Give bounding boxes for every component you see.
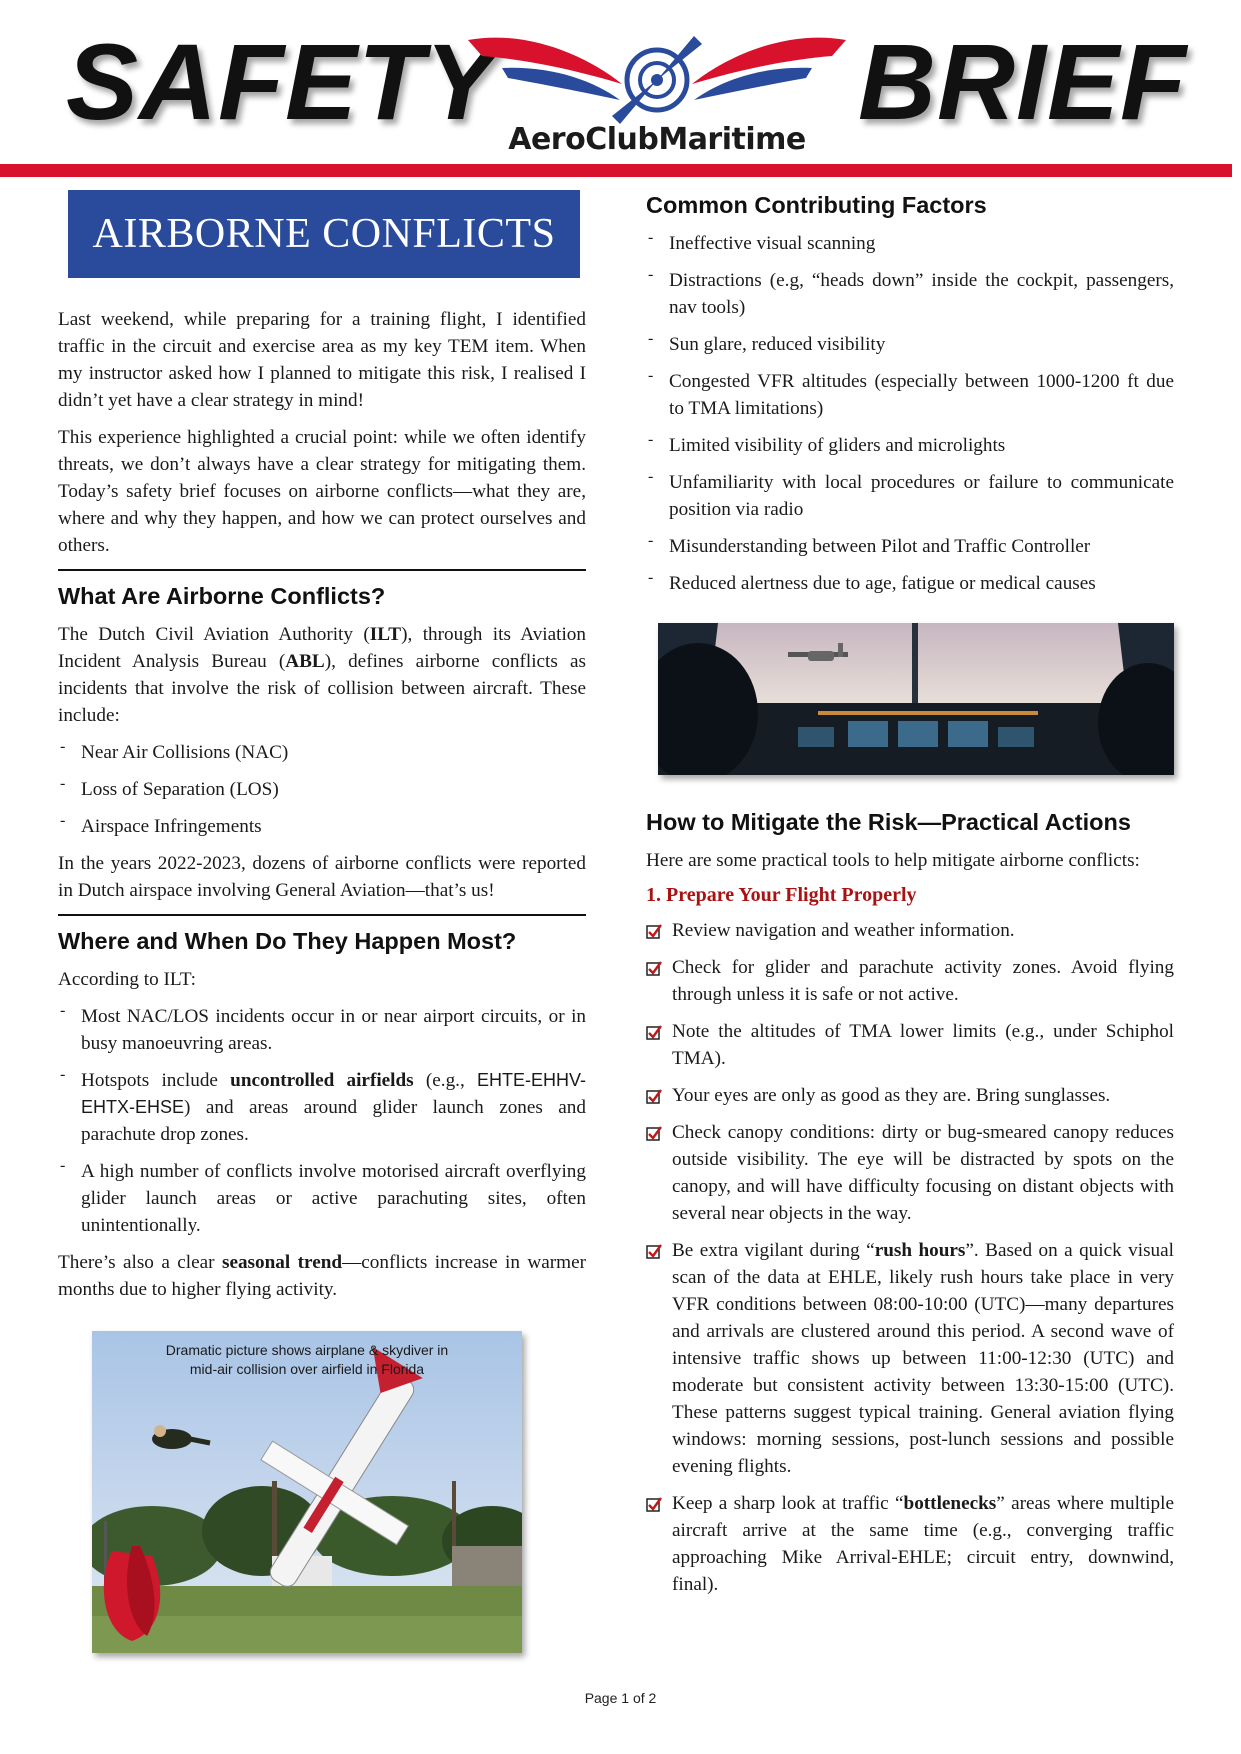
airplane-skydiver-image [92,1331,522,1653]
checklist-item: Keep a sharp look at traffic “bottlenecks” areas where multiple aircraft arrive at the same time (e.g., converging traffic approaching Mike Arrival-EHLE; circuit entry, downwind, final). [646,1490,1174,1598]
hotspots-list [58,1003,586,1239]
checklist-item: Your eyes are only as good as they are. Bring sunglasses. [646,1082,1174,1109]
header-red-divider [0,164,1232,177]
list-item: - Hotspots include uncontrolled airfields (e.g., EHTE-EHHV-EHTX-EHSE) and areas around glider launch zones and parachute drop zones. [60,1066,586,1145]
photo-caption: Dramatic picture shows airplane & skydiver in mid-air collision over airfield in Florida [165,1342,449,1377]
logo-wordmark: AeroClubMaritime [508,122,806,157]
mitigate-intro: Here are some practical tools to help mitigate airborne conflicts: [646,850,1140,871]
intro-paragraph-1: Last weekend, while preparing for a training flight, I identified traffic in the circuit and exercise area as my key TEM item. When my instructor asked how I planned to mitigate this risk, I realised I didn’t yet have a clear strategy in mind! [58,309,586,411]
section-what [58,569,586,904]
right-column [646,190,1174,1608]
header-word-safety: SAFETY [66,21,499,142]
checkbox-tick-icon [646,1024,663,1041]
intro-paragraph-2: This experience highlighted a crucial point: while we often identify threats, we don’t always have a clear strategy for mitigating them. Today’s safety brief focuses on airborne conflicts—what they are, where and why they happen, and how we can protect ourselves and others. [58,427,586,556]
section-prepare-flight: 1. Prepare Your Flight Properly [646,884,917,906]
list-item: - Near Air Collisions (NAC) [60,738,289,763]
list-item: - Congested VFR altitudes (especially between 1000-1200 ft due to TMA limitations) [648,367,1174,419]
seasonal-trend: There’s also a clear seasonal trend—conflicts increase in warmer months due to higher flying activity. [58,1252,587,1300]
heading-what-are-conflicts: What Are Airborne Conflicts? [58,583,386,609]
list-item: - Limited visibility of gliders and microlights [648,431,1006,456]
checklist-item: Note the altitudes of TMA lower limits (e.g., under Schiphol TMA). [646,1018,1174,1072]
what-closing: In the years 2022-2023, dozens of airborne conflicts were reported in Dutch airspace involving General Aviation—that’s us! [58,853,586,901]
checkbox-tick-icon [646,1496,663,1513]
checklist-item: Check for glider and parachute activity zones. Avoid flying through unless it is safe or not active. [646,954,1174,1008]
left-column [58,190,586,1653]
list-item: - Most NAC/LOS incidents occur in or near airport circuits, or in busy manoeuvring areas. [60,1002,586,1054]
conflict-types-list [58,739,586,840]
page-number: Page 1 of 2 [584,1690,657,1706]
section-where [58,914,586,1303]
page-header [0,0,1241,180]
checkbox-tick-icon [646,1243,663,1260]
header-word-brief: BRIEF [858,21,1187,142]
where-intro: According to ILT: [58,969,196,990]
list-item: - Misunderstanding between Pilot and Traffic Controller [648,532,1091,557]
list-item: - Loss of Separation (LOS) [60,775,279,800]
heading-contributing-factors: Common Contributing Factors [646,192,987,218]
checkbox-tick-icon [646,1125,663,1142]
checklist-item: Review navigation and weather information. [646,917,1174,944]
heading-where-when: Where and When Do They Happen Most? [58,928,517,954]
checkbox-tick-icon [646,1088,663,1105]
factors-list [646,230,1174,597]
list-item: - A high number of conflicts involve motorised aircraft overflying glider launch areas or active parachuting sites, often unintentionally. [60,1157,586,1236]
article-title: AIRBORNE CONFLICTS [68,190,580,278]
what-definition: The Dutch Civil Aviation Authority (ILT), through its Aviation Incident Analysis Bureau (ABL), defines airborne conflicts as incidents that involve the risk of collision between aircraft. These include: [58,624,586,726]
list-item: - Unfamiliarity with local procedures or failure to communicate position via radio [648,468,1174,520]
list-item: - Airspace Infringements [60,812,262,837]
checkbox-tick-icon [646,960,663,977]
list-item: - Ineffective visual scanning [648,229,876,254]
checklist-item: Check canopy conditions: dirty or bug-smeared canopy reduces outside visibility. The eye will be distracted by spots on the canopy, and will have difficulty focusing on distant objects with several near objects in the way. [646,1119,1174,1227]
aeroclub-logo [462,22,852,162]
checklist [646,917,1174,1598]
cockpit-photo [658,623,1174,775]
heading-mitigate: How to Mitigate the Risk—Practical Actions [646,809,1131,835]
propeller-wings-icon [462,22,852,132]
list-item: - Distractions (e.g, “heads down” inside the cockpit, passengers, nav tools) [648,266,1174,318]
checklist-item: Be extra vigilant during “rush hours”. Based on a quick visual scan of the data at EHLE, likely rush hours take place in very VFR conditions between 08:00-10:00 (UTC)—many departures and arrivals are clustered around this period. A second wave of intensive traffic shows up between 11:00-12:30 (UTC) and moderate but consistent activity between 13:30-15:00 (UTC). These patterns suggest typical training. General aviation flying windows: morning sessions, post-lunch sessions and possible evening flights. [646,1237,1174,1480]
list-item: - Sun glare, reduced visibility [648,330,886,355]
checkbox-tick-icon [646,923,663,940]
collision-photo [92,1331,522,1653]
cockpit-view-image [658,623,1174,775]
list-item: - Reduced alertness due to age, fatigue or medical causes [648,569,1096,594]
